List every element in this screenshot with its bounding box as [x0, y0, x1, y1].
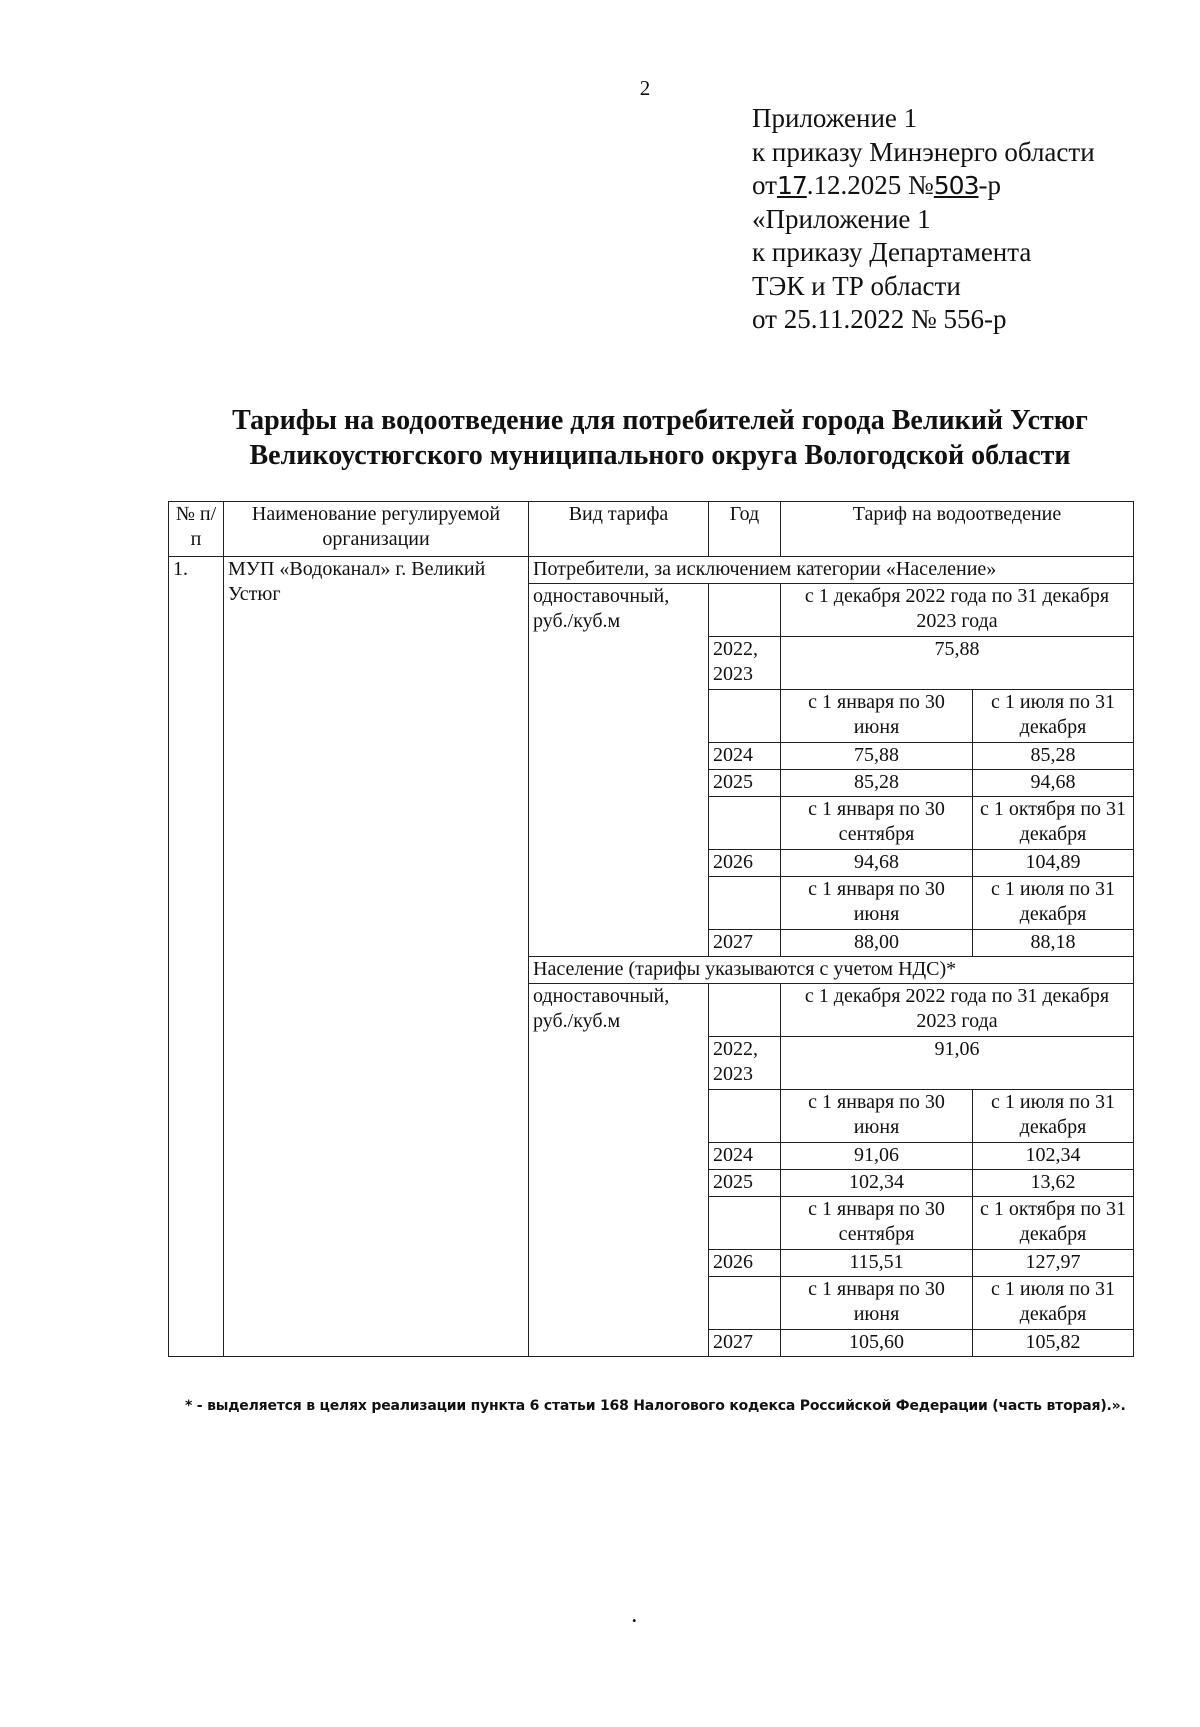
header-tariff: Тариф на водоотведение	[781, 502, 1134, 557]
appendix-line: ТЭК и ТР области	[752, 270, 961, 301]
title-line: Великоустюгского муниципального округа Вологодской области	[249, 440, 1071, 471]
year-cell	[709, 1090, 781, 1143]
tariff-value: 105,60	[781, 1330, 973, 1357]
year-cell	[709, 1277, 781, 1330]
handwritten-number: 503	[933, 171, 979, 200]
tariff-value: 85,28	[973, 743, 1134, 770]
bottom-mark: .	[632, 1606, 637, 1626]
year-cell: 2024	[709, 743, 781, 770]
tariff-value: 13,62	[973, 1170, 1134, 1197]
year-cell	[709, 584, 781, 637]
header-num: № п/п	[169, 502, 224, 557]
year-cell: 2025	[709, 770, 781, 797]
tariff-kind: одноставочный, руб./куб.м	[529, 984, 709, 1357]
year-cell: 2027	[709, 1330, 781, 1357]
title-line: Тарифы на водоотведение для потребителей города Великий Устюг	[232, 405, 1088, 436]
footnote: * - выделяется в целях реализации пункта 6 статьи 168 Налогового кодекса Российской Федерации (часть вторая).».	[185, 1398, 1126, 1414]
document-title	[160, 403, 1160, 473]
period-second-half: с 1 июля по 31 декабря	[973, 1090, 1134, 1143]
year-cell	[709, 984, 781, 1037]
period-second-half: с 1 июля по 31 декабря	[973, 877, 1134, 930]
tariff-kind: одноставочный, руб./куб.м	[529, 584, 709, 957]
period-first-half: с 1 января по 30 июня	[781, 690, 973, 743]
section-label: Потребители, за исключением категории «Население»	[529, 557, 1134, 584]
period-second-part: с 1 октября по 31 декабря	[973, 797, 1134, 850]
appendix-line: «Приложение 1	[752, 203, 931, 234]
year-cell: 2025	[709, 1170, 781, 1197]
period-second-part: с 1 октября по 31 декабря	[973, 1197, 1134, 1250]
header-year: Год	[709, 502, 781, 557]
appendix-line: к приказу Департамента	[752, 237, 1032, 267]
header-kind: Вид тарифа	[529, 502, 709, 557]
appendix-order-line	[752, 169, 1095, 203]
period-first-half: с 1 января по 30 июня	[781, 1090, 973, 1143]
year-cell: 2026	[709, 850, 781, 877]
section-label: Население (тарифы указываются с учетом НДС)*	[529, 957, 1134, 984]
period-full: с 1 декабря 2022 года по 31 декабря 2023 года	[781, 584, 1134, 637]
tariff-value: 91,06	[781, 1143, 973, 1170]
appendix-line: от 25.11.2022 № 556-р	[752, 304, 1007, 334]
tariff-value: 102,34	[973, 1143, 1134, 1170]
tariff-value: 88,00	[781, 930, 973, 957]
tariff-value: 94,68	[781, 850, 973, 877]
organization-name: МУП «Водоканал» г. Великий Устюг	[224, 557, 529, 1357]
tariff-value: 105,82	[973, 1330, 1134, 1357]
period-first-half: с 1 января по 30 июня	[781, 1277, 973, 1330]
tariff-value: 115,51	[781, 1250, 973, 1277]
period-full: с 1 декабря 2022 года по 31 декабря 2023 года	[781, 984, 1134, 1037]
order-prefix: от	[752, 170, 777, 200]
period-second-half: с 1 июля по 31 декабря	[973, 1277, 1134, 1330]
year-cell: 2022, 2023	[709, 637, 781, 690]
year-cell	[709, 1197, 781, 1250]
appendix-line: к приказу Минэнерго области	[752, 136, 1095, 167]
period-first-half: с 1 января по 30 июня	[781, 877, 973, 930]
tariff-value: 104,89	[973, 850, 1134, 877]
tariff-value: 75,88	[781, 637, 1134, 690]
page-number: 2	[639, 76, 651, 100]
table-row	[169, 557, 1134, 584]
year-cell: 2024	[709, 1143, 781, 1170]
table-header-row	[169, 502, 1134, 557]
tariff-value: 91,06	[781, 1037, 1134, 1090]
appendix-block	[752, 102, 1095, 337]
year-cell	[709, 690, 781, 743]
year-cell	[709, 797, 781, 850]
year-cell: 2022, 2023	[709, 1037, 781, 1090]
year-cell	[709, 877, 781, 930]
tariff-value: 127,97	[973, 1250, 1134, 1277]
tariff-value: 75,88	[781, 743, 973, 770]
tariff-value: 85,28	[781, 770, 973, 797]
period-second-half: с 1 июля по 31 декабря	[973, 690, 1134, 743]
tariff-value: 94,68	[973, 770, 1134, 797]
order-date: .12.2025 №	[806, 170, 934, 200]
order-suffix: -р	[978, 170, 1001, 200]
row-number: 1.	[169, 557, 224, 1357]
appendix-line: Приложение 1	[752, 103, 918, 133]
year-cell: 2027	[709, 930, 781, 957]
tariff-value: 88,18	[973, 930, 1134, 957]
tariff-value: 102,34	[781, 1170, 973, 1197]
tariff-table	[168, 501, 1134, 1357]
period-first-part: с 1 января по 30 сентября	[781, 1197, 973, 1250]
period-first-part: с 1 января по 30 сентября	[781, 797, 973, 850]
handwritten-day: 17	[776, 171, 807, 200]
year-cell: 2026	[709, 1250, 781, 1277]
header-org: Наименование регулируемой организации	[224, 502, 529, 557]
